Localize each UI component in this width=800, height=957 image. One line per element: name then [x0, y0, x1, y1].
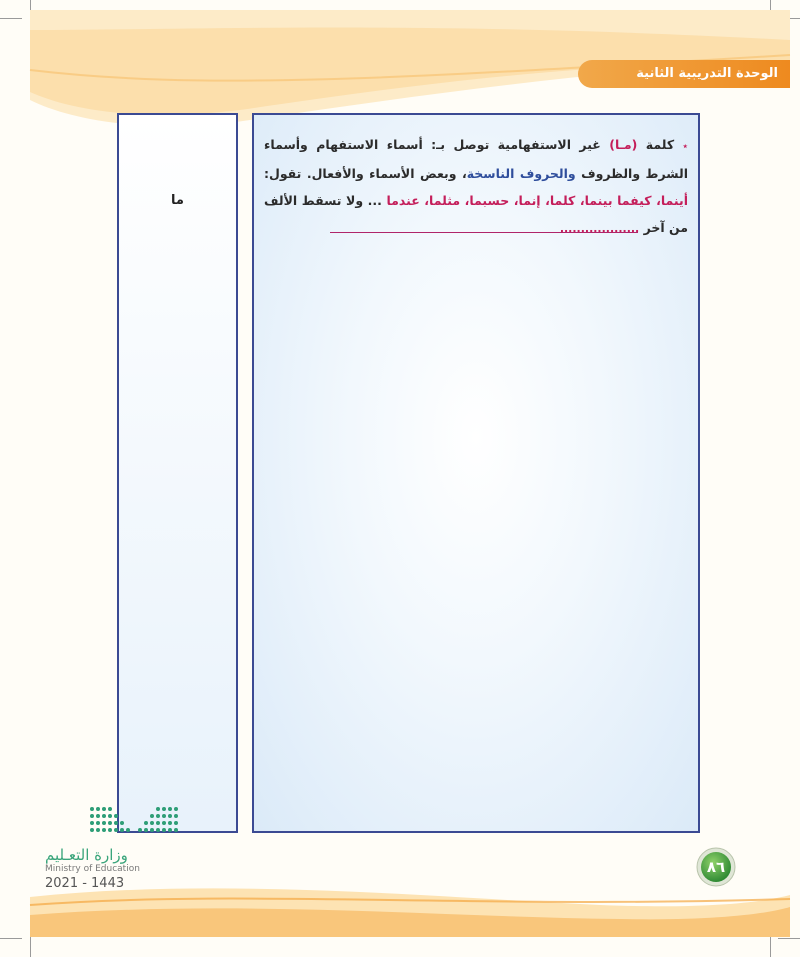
ministry-english: Ministry of Education [45, 864, 140, 874]
main-content-box [252, 113, 700, 833]
rule-text-part: ... ولا تسقط الألف من آخر [264, 193, 688, 235]
page-number: ٨٦ [706, 858, 726, 876]
bullet-icon: ٭ [682, 141, 688, 152]
ministry-logo-icon [88, 805, 180, 835]
fill-blank[interactable]: ................... [559, 222, 640, 235]
side-term: ما [171, 193, 184, 208]
huroof-nasikha: والحروف الناسخة [466, 166, 576, 181]
bottom-wave-decoration [0, 877, 800, 957]
rule-text-part: غير الاستفهامية توصل بـ: أسماء الاستفهام وأسماء الشرط والظروف [264, 137, 688, 181]
rule-text-part: كلمة [637, 137, 683, 152]
rule-text-part: ، وبعض الأسماء والأفعال. تقول: [264, 166, 467, 181]
unit-title-tab: الوحدة التدريبية الثانية [578, 60, 790, 88]
side-column [117, 113, 238, 833]
examples-list: أينما، كيفما بينما، كلما، إنما، حسبما، مثلما، عندما [386, 193, 688, 208]
year-label: 2021 - 1443 [45, 876, 125, 891]
answer-line[interactable] [330, 232, 638, 233]
ministry-arabic: وزارة التعـليم [45, 846, 128, 864]
word-ma: (مـا) [609, 137, 638, 152]
rule-paragraph [264, 131, 688, 242]
